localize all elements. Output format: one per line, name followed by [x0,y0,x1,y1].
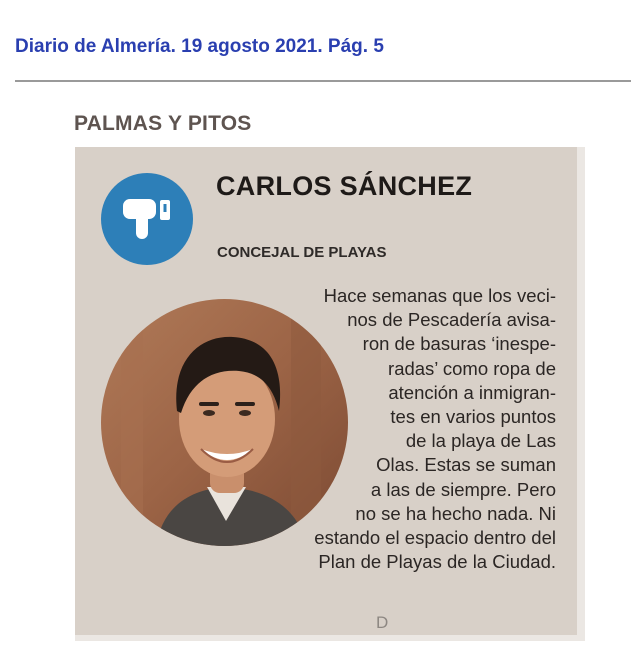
text-line: Olas. Estas se suman [376,454,556,476]
text-line: ron de basuras ‘inespe- [362,333,556,355]
thumbs-down-icon [123,197,171,243]
source-citation: Diario de Almería. 19 agosto 2021. Pág. 5 [15,36,384,57]
trailing-mark: D [376,613,389,632]
person-name: CARLOS SÁNCHEZ [216,171,473,201]
text-line: estando el espacio dentro del [314,527,556,549]
thumbs-down-badge [101,173,193,265]
text-line: de la playa de Las [405,430,556,452]
section-label: PALMAS Y PITOS [74,112,252,135]
text-line: atención a inmigran- [388,381,556,403]
card-edge-bottom [75,635,585,641]
text-line: Hace semanas que los veci- [323,285,556,306]
text-line: no se ha hecho nada. Ni [355,502,556,524]
header-divider [15,80,631,82]
text-line: tes en varios puntos [390,406,556,428]
text-line: a las de siempre. Pero [370,478,556,500]
text-line: radas’ como ropa de [388,357,556,379]
card-edge-right [577,147,585,635]
opinion-text [186,284,556,574]
text-line: Plan de Playas de la Ciudad. [318,551,556,573]
text-line: nos de Pescadería avisa- [347,309,556,331]
person-role: CONCEJAL DE PLAYAS [217,244,387,261]
